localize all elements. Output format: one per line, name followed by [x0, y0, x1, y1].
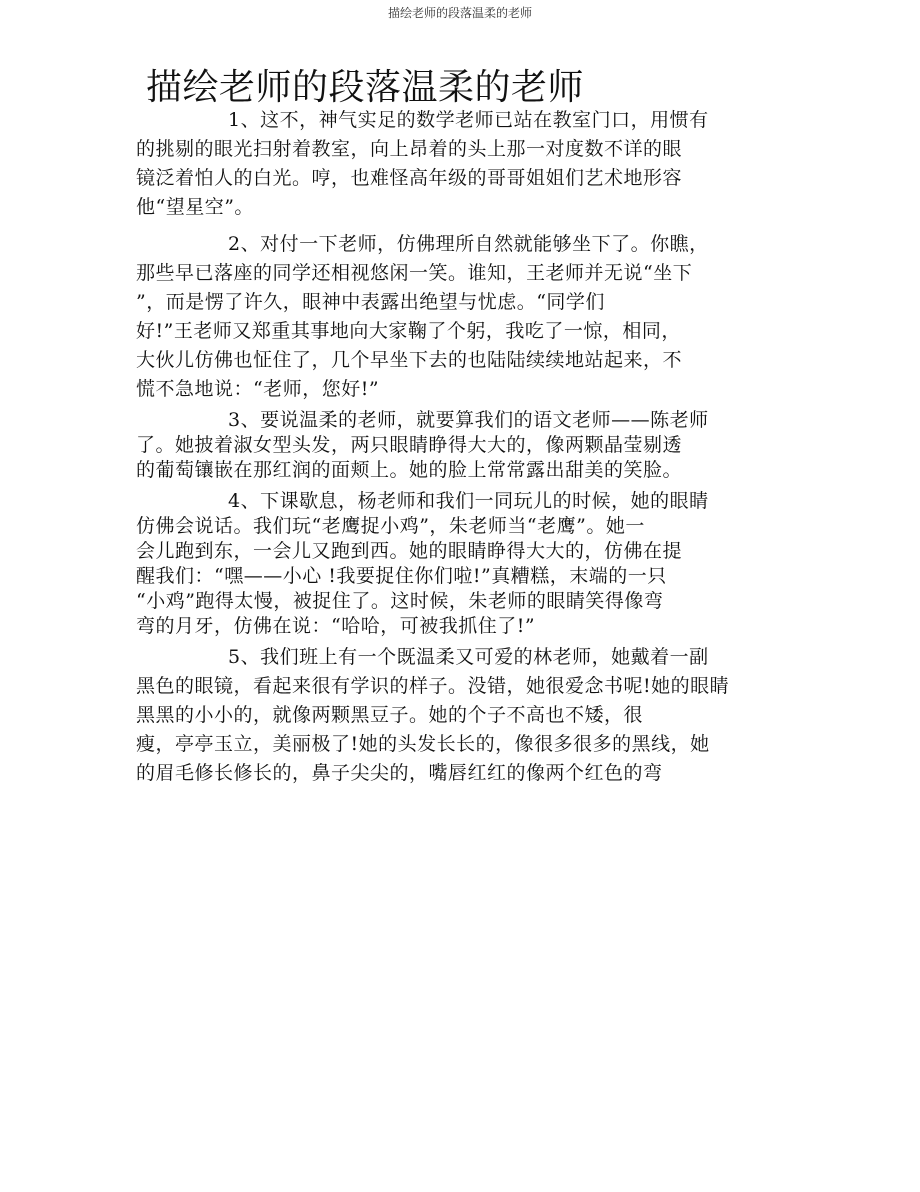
paragraph-line: 镜泛着怕人的白光。哼，也难怪高年级的哥哥姐姐们艺术地形容	[136, 167, 683, 189]
paragraph-line: 会儿跑到东，一会儿又跑到西。她的眼睛睁得大大的，仿佛在提	[136, 540, 683, 562]
paragraph-line: 好!”王老师又郑重其事地向大家鞠了个躬，我吃了一惊，相同，	[136, 320, 681, 342]
paragraph-line: 的眉毛修长修长的，鼻子尖尖的，嘴唇红红的像两个红色的弯	[136, 762, 663, 784]
paragraph-line: 大伙儿仿佛也怔住了，几个早坐下去的也陆陆续续地站起来，不	[136, 349, 683, 371]
paragraph-line: 的挑剔的眼光扫射着教室，向上昂着的头上那一对度数不详的眼	[136, 138, 683, 160]
paragraph-line: 瘦，亭亭玉立，美丽极了!她的头发长长的，像很多很多的黑线，她	[136, 733, 710, 755]
paragraph-line: 4、下课歇息，杨老师和我们一同玩儿的时候，她的眼睛	[228, 490, 709, 512]
document-body	[136, 106, 776, 788]
paragraph-line: 他“望星空”。	[136, 196, 254, 218]
page-title: 描绘老师的段落温柔的老师	[146, 67, 585, 108]
paragraph-5	[136, 643, 776, 788]
paragraph-line: 5、我们班上有一个既温柔又可爱的林老师，她戴着一副	[228, 646, 709, 668]
paragraph-line: 3、要说温柔的老师，就要算我们的语文老师——陈老师	[228, 409, 709, 431]
paragraph-4	[136, 489, 776, 639]
paragraph-line: 仿佛会说话。我们玩“老鹰捉小鸡”，朱老师当“老鹰”。她一	[136, 515, 645, 537]
paragraph-line: 1、这不，神气实足的数学老师已站在教室门口，用惯有	[228, 109, 709, 131]
paragraph-line: 那些早已落座的同学还相视悠闲一笑。谁知，王老师并无说“坐下	[136, 262, 693, 284]
paragraph-line: 2、对付一下老师，仿佛理所自然就能够坐下了。你瞧，	[228, 233, 709, 255]
paragraph-line: 醒我们：“嘿——小心 !我要捉住你们啦!”真糟糕，末端的一只	[136, 565, 667, 587]
running-header: 描绘老师的段落温柔的老师	[387, 6, 532, 20]
paragraph-3	[136, 408, 776, 483]
paragraph-line: ”，而是愣了许久，眼神中表露出绝望与忧虑。“同学们	[136, 291, 605, 313]
paragraph-line: 的葡萄镶嵌在那红润的面颊上。她的脸上常常露出甜美的笑脸。	[136, 459, 683, 481]
paragraph-line: 了。她披着淑女型头发，两只眼睛睁得大大的，像两颗晶莹剔透	[136, 434, 683, 456]
paragraph-line: 弯的月牙，仿佛在说：“哈哈，可被我抓住了!”	[136, 615, 536, 637]
paragraph-line: 黑色的眼镜，看起来很有学识的样子。没错，她很爱念书呢!她的眼睛	[136, 675, 730, 697]
paragraph-line: 黑黑的小小的，就像两颗黑豆子。她的个子不高也不矮，很	[136, 704, 644, 726]
paragraph-line: 慌不急地说：“老师，您好!”	[136, 378, 380, 400]
paragraph-2	[136, 230, 776, 404]
paragraph-1	[136, 106, 776, 222]
paragraph-line: “小鸡”跑得太慢，被捉住了。这时候，朱老师的眼睛笑得像弯	[136, 590, 664, 612]
